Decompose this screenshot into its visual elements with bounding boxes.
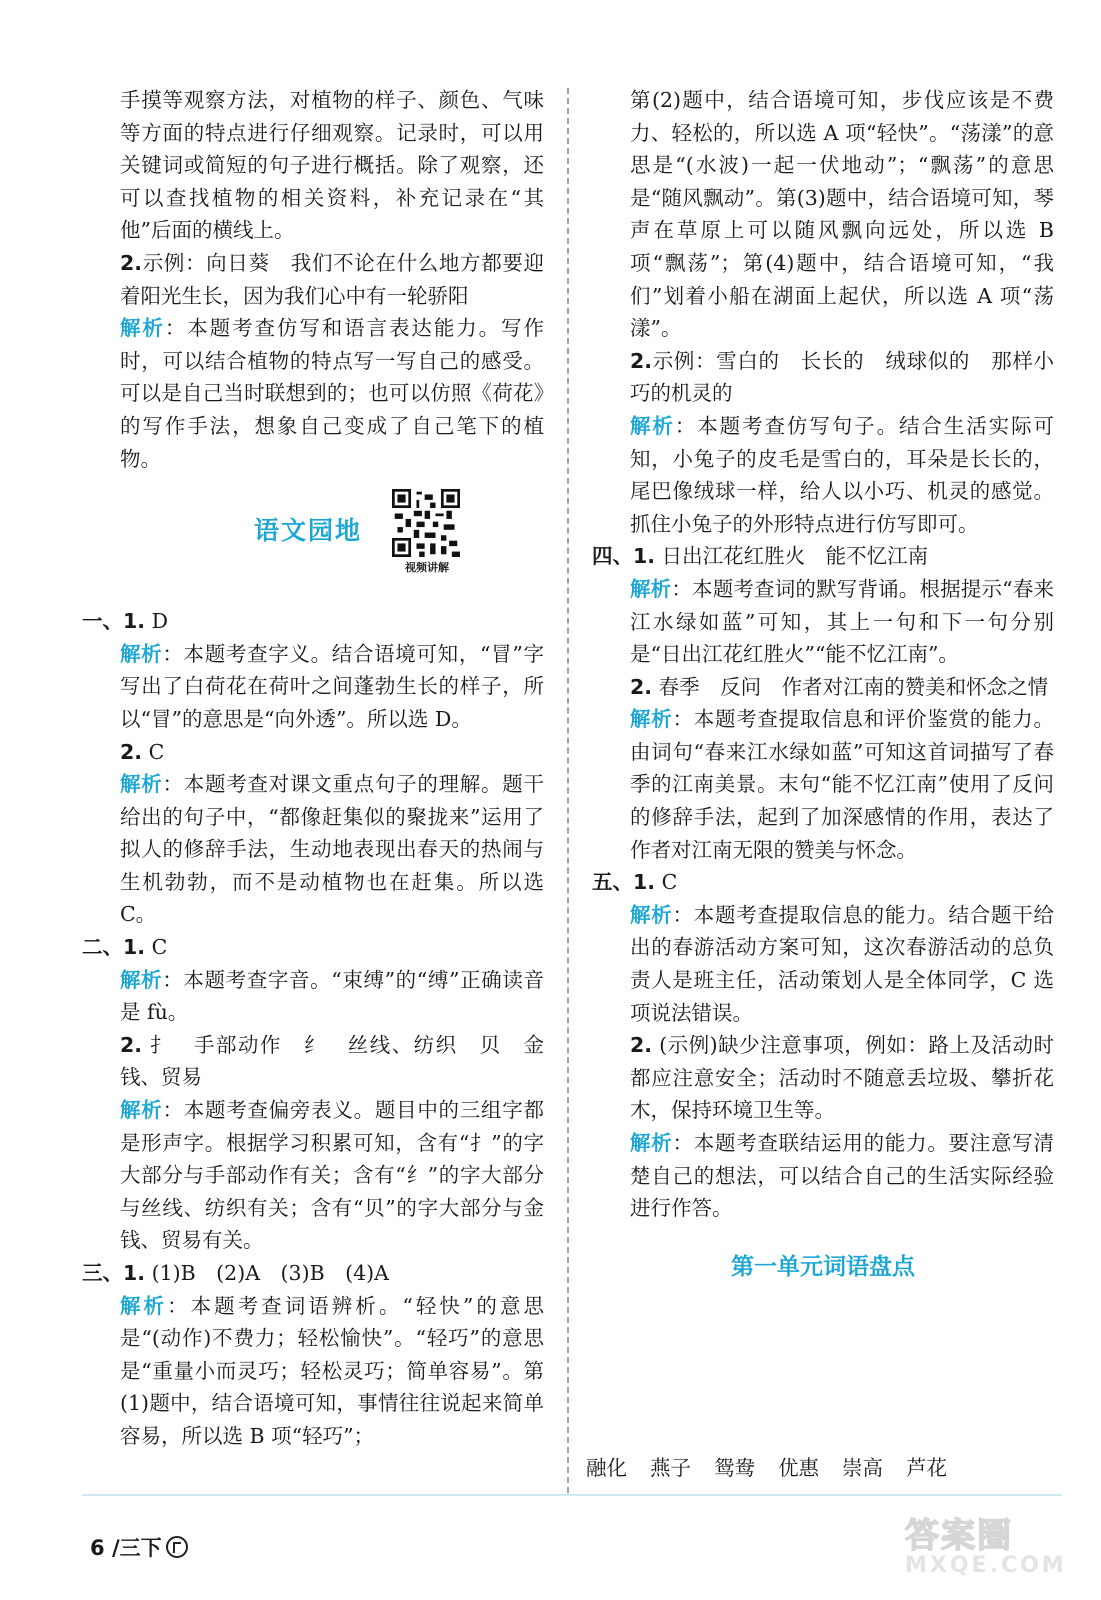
footer-divider (82, 1494, 1062, 1496)
analysis-label: 解析 (120, 967, 163, 992)
answer-text: (1)B (2)A (3)B (4)A (145, 1261, 389, 1285)
analysis-text: ：本题考查词的默写背诵。根据提示“春来江水绿如蓝”可知，其上一句和下一句分别是“日出江花红胜火”“能不忆江南”。 (630, 576, 1055, 667)
analysis-label: 解析 (120, 316, 165, 341)
continued-explanation (82, 84, 544, 247)
qr-caption: 视频讲解 (405, 561, 449, 575)
analysis-label: 解析 (630, 413, 675, 438)
section-number: 四、 (592, 544, 633, 569)
vocab-word: 融化 (586, 1456, 627, 1480)
vocab-word: 优惠 (778, 1456, 819, 1480)
analysis-text: ：本题考查偏旁表义。题目中的三组字都是形声字。根据学习积累可知，含有“扌”的字大部分与手部动作有关；含有“纟”的字大部分与丝线、纺织有关；含有“贝”的字大部分与金钱、贸易有关。 (120, 1098, 545, 1253)
vocab-word: 崇高 (842, 1456, 883, 1480)
section-header-yuwen-yuandi (82, 481, 544, 601)
analysis-text: ：本题考查提取信息和评价鉴赏的能力。由词句“春来江水绿如蓝”可知这首词描写了春季的江南美景。末句“能不忆江南”使用了反问的修辞手法，起到了加深感情的作用，表达了作者对江南无限的赞美与怀念。 (630, 707, 1055, 862)
vocab-word: 燕子 (650, 1456, 691, 1480)
section-number: 二、 (82, 935, 123, 960)
analysis-text: ：本题考查字音。“束缚”的“缚”正确读音是 fù。 (120, 967, 545, 1025)
watermark-url: MXQE.COM (905, 1553, 1067, 1578)
analysis-label: 解析 (120, 772, 163, 797)
s1-q1-analysis (82, 638, 544, 736)
watermark-logo-text: 答案圈 (905, 1516, 1013, 1556)
s3-q2 (592, 345, 1054, 410)
analysis-text: ：本题考查仿写和语言表达能力。写作时，可以结合植物的特点写一写自己的感受。可以是自己当时联想到的；也可以仿照《荷花》的写作手法，想象自己变成了自己笔下的植物。 (120, 316, 545, 471)
analysis-text: ：本题考查联结运用的能力。要注意写清楚自己的想法，可以结合自己的生活实际经验进行作答。 (630, 1131, 1055, 1221)
s5-q2-analysis (592, 1127, 1054, 1225)
analysis-label: 解析 (630, 576, 672, 601)
question-number: 2. (630, 674, 653, 699)
page-footer (90, 1532, 188, 1562)
left-column (82, 84, 544, 1453)
question-number: 1. (123, 935, 146, 960)
analysis-text: ：本题考查字义。结合语境可知，“冒”字写出了白荷花在荷叶之间蓬勃生长的样子，所以“冒”的意思是“向外透”。所以选 D。 (120, 641, 544, 731)
analysis-text: ：本题考查提取信息的能力。结合题干给出的春游活动方案可知，这次春游活动的总负责人是班主任，活动策划人是全体同学，C 选项说法错误。 (630, 902, 1055, 1025)
analysis-label: 解析 (120, 641, 163, 666)
s3-q2-analysis (592, 410, 1054, 540)
analysis-text: ：本题考查仿写句子。结合生活实际可知，小兔子的皮毛是雪白的，耳朵是长长的，尾巴像绒球一样，给人以小巧、机灵的感觉。抓住小兔子的外形特点进行仿写即可。 (630, 413, 1055, 536)
question-number: 2. (120, 250, 143, 275)
question-number: 1. (633, 870, 656, 895)
vocab-word: 鸳鸯 (714, 1456, 755, 1480)
s5-q1 (592, 866, 1054, 899)
qr-code-icon[interactable] (392, 489, 460, 557)
question-number: 1. (123, 609, 146, 634)
vocabulary-list (586, 1452, 970, 1484)
unit-vocabulary-title: 第一单元词语盘点 (731, 1253, 915, 1280)
answer-text: 春季 反问 作者对江南的赞美和怀念之情 (652, 674, 1049, 699)
section-number: 三、 (82, 1261, 123, 1285)
s4-q1-analysis (592, 573, 1054, 671)
s1-q1 (82, 605, 544, 638)
s1-q2 (82, 736, 544, 769)
s3-q1 (82, 1257, 544, 1290)
s2-q1-analysis (82, 964, 544, 1029)
s2-q2-analysis (82, 1094, 544, 1257)
question-number: 2. (630, 1033, 653, 1058)
section-number: 一、 (82, 609, 123, 634)
answer-text: (示例)缺少注意事项，例如：路上及活动时都应注意安全；活动时不随意丢垃圾、攀折花木，保持环境卫生等。 (630, 1033, 1054, 1123)
vocab-word: 芦花 (906, 1456, 947, 1480)
answer-text: 日出江花红胜火 能不忆江南 (655, 544, 929, 569)
s2-q1 (82, 931, 544, 964)
analysis-text: ：本题考查词语辨析。“轻快”的意思是“(动作)不费力；轻松愉快”。“轻巧”的意思是“重量小而灵巧；轻松灵巧；简单容易”。第(1)题中，结合语境可知，事情往往说起来简单容易，所以选 B 项“轻巧”； (120, 1293, 544, 1448)
s4-q2-analysis (592, 703, 1054, 866)
analysis-text: ：本题考查对课文重点句子的理解。题干给出的句子中，“都像赶集似的聚拢来”运用了拟人的修辞手法，生动地表现出春天的热闹与生机勃勃，而不是动植物也在赶集。所以选 C。 (120, 772, 545, 927)
section-number: 五、 (592, 870, 633, 895)
s2-q2 (82, 1029, 544, 1094)
analysis-2 (82, 312, 544, 475)
answer-text: 示例：雪白的 长长的 绒球似的 那样小巧的机灵的 (630, 348, 1054, 406)
grade-label: /三下 (111, 1536, 162, 1560)
question-number: 2. (120, 1032, 143, 1057)
analysis-label: 解析 (120, 1293, 168, 1318)
question-number: 2. (630, 348, 653, 373)
continued-text: 第(2)题中，结合语境可知，步伐应该是不费力、轻松的，所以选 A 项“轻快”。“荡漾”的意思是“(水波)一起一伏地动”；“飘荡”的意思是“随风飘动”。第(3)题中，结合语境可知，琴声在草原上可以随风飘向远处，所以选 B 项“飘荡”；第(4)题中，结合语境可知，“我们”划着小船在湖面上起伏，所以选 A 项“荡漾”。 (630, 88, 1054, 341)
analysis-label: 解析 (120, 1098, 163, 1123)
answer-text: 示例：向日葵 我们不论在什么地方都要迎着阳光生长，因为我们心中有一轮骄阳 (120, 250, 544, 308)
column-divider (567, 88, 569, 1493)
answer-2 (82, 247, 544, 312)
analysis-label: 解析 (630, 902, 673, 927)
question-number: 1. (633, 544, 656, 569)
page-number: 6 (90, 1536, 105, 1560)
s5-q1-analysis (592, 899, 1054, 1029)
answer-text: D (145, 609, 169, 634)
question-number: 1. (123, 1261, 146, 1285)
s1-q2-analysis (82, 768, 544, 931)
edition-badge-icon (166, 1536, 188, 1558)
s4-q2 (592, 671, 1054, 704)
section-title: 语文园地 (254, 516, 363, 546)
right-column (592, 84, 1054, 1297)
s4-q1 (592, 540, 1054, 573)
answer-text: C (145, 935, 168, 960)
analysis-label: 解析 (630, 1131, 673, 1155)
answer-text: C (142, 739, 165, 764)
continued-text: 手摸等观察方法，对植物的样子、颜色、气味等方面的特点进行仔细观察。记录时，可以用关键词或简短的句子进行概括。除了观察，还可以查找植物的相关资料，补充记录在“其他”后面的横线上。 (120, 88, 544, 243)
answer-text: 扌 手部动作 纟 丝线、纺织 贝 金钱、贸易 (120, 1032, 544, 1090)
watermark (905, 1508, 1067, 1578)
question-number: 2. (120, 739, 143, 764)
answer-text: C (655, 870, 678, 895)
s3-q1-analysis (82, 1290, 544, 1453)
s5-q2 (592, 1029, 1054, 1127)
analysis-label: 解析 (630, 707, 673, 732)
s3-q1-analysis-cont (592, 84, 1054, 345)
